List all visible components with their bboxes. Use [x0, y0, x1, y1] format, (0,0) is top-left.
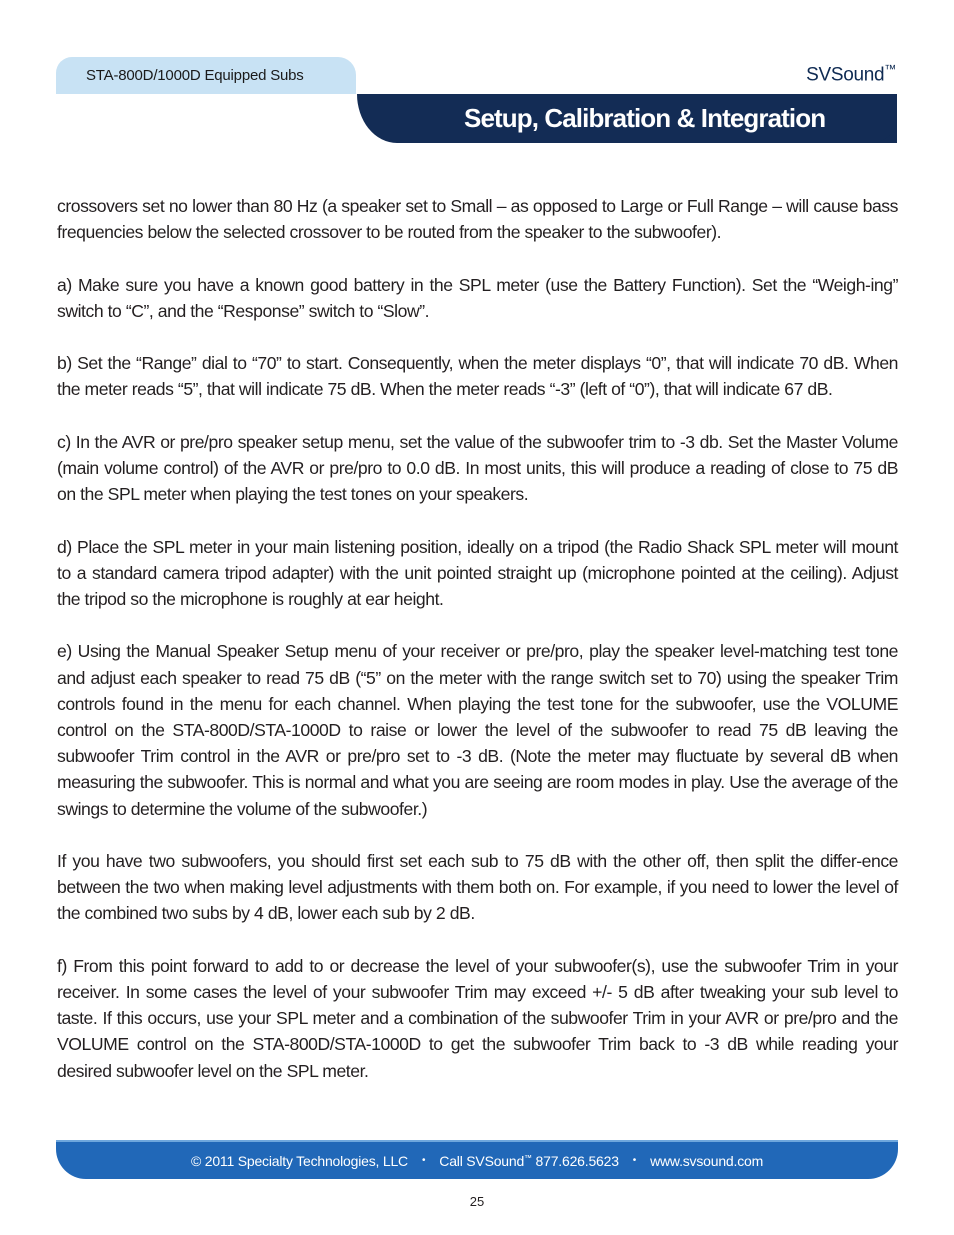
footer-copyright: © 2011 Specialty Technologies, LLC — [190, 1152, 408, 1169]
footer-phone-group — [439, 1153, 619, 1169]
paragraph-step-c: c) In the AVR or pre/pro speaker setup menu, set the value of the subwoofer trim to -3 db. Set the Master Volume (main volume control) of the AVR or pre/pro to 0.0 dB. In most units, this will produce a reading of close to 75 dB on the SPL meter when playing the test tones on your speakers. — [57, 431, 898, 505]
brand-trademark: ™ — [884, 62, 896, 76]
body-content — [57, 193, 898, 1110]
brand-logo — [806, 62, 896, 86]
paragraph-intro: crossovers set no lower than 80 Hz (a speaker set to Small – as opposed to Large or Full Range – will cause bass frequencies below the selected crossover to be routed from the speaker to the subwoofer). — [57, 196, 898, 243]
paragraph-step-f: f) From this point forward to add to or decrease the level of your subwoofer(s), use the subwoofer Trim in your receiver. In some cases the level of your subwoofer Trim may exceed +/- 5 dB after tweaking your sub level to taste. If this occurs, use your SPL meter and a combination of the subwoofer Trim in your AVR or pre/pro and the VOLUME control on the STA-800D/STA-1000D to get the subwoofer Trim back to -3 dB while reading your desired subwoofer level on the SPL meter. — [57, 955, 898, 1081]
footer-trademark: ™ — [524, 1152, 532, 1162]
page-title: Setup, Calibration & Integration — [464, 103, 826, 133]
brand-name: SVSound — [806, 64, 885, 86]
paragraph-step-e: e) Using the Manual Speaker Setup menu of your receiver or pre/pro, play the speaker level-matching test tone and adjust each speaker to read 75 dB (“5” on the meter with the range switch set to 70) using the speaker Trim controls found in the menu for each channel. When playing the test tone for the subwoofer, use the VOLUME control on the STA-800D/STA-1000D to raise or lower the level of the subwoofer to read 75 dB leaving the subwoofer Trim control in the AVR or pre/pro set to -3 dB. (Note the meter may fluctuate by several dB when measuring the subwoofer. This is normal and what you are seeing are room modes in play. Use the average of the swings to determine the volume of the subwoofer.) — [57, 641, 898, 819]
paragraph-two-subs: If you have two subwoofers, you should first set each sub to 75 dB with the other off, then split the differ-ence between the two when making level adjustments with them both on. For example, if you need to lower the level of the combined two subs by 4 dB, lower each sub by 2 dB. — [57, 850, 898, 924]
footer-bar — [56, 1140, 898, 1179]
page-number: 25 — [469, 1194, 485, 1209]
paragraph-step-d: d) Place the SPL meter in your main listening position, ideally on a tripod (the Radio Shack SPL meter will mount to a standard camera tripod adapter) with the unit pointed straight up (microphone pointed at the ceiling). Adjust the tripod so the microphone is roughly at ear height. — [57, 536, 898, 609]
paragraph-step-a: a) Make sure you have a known good battery in the SPL meter (use the Battery Function). Set the “Weigh-ing” switch to “C”, and the “Response” switch to “Slow”. — [57, 274, 898, 321]
footer-phone: 877.626.5623 — [531, 1152, 619, 1169]
footer-website-link[interactable]: www.svsound.com — [650, 1152, 764, 1169]
header-tab-label: STA-800D/1000D Equipped Subs — [86, 67, 304, 84]
header-tab — [56, 57, 356, 94]
footer-call-label: Call SVSound — [439, 1152, 525, 1169]
footer-separator: • — [632, 1155, 637, 1166]
paragraph-step-b: b) Set the “Range” dial to “70” to start. Consequently, when the meter displays “0”, that will indicate 70 dB. When the meter reads “5”, that will indicate 75 dB. When the meter reads “-3” (left of “0”), that will indicate 67 dB. — [57, 353, 898, 400]
footer-separator: • — [421, 1155, 426, 1166]
